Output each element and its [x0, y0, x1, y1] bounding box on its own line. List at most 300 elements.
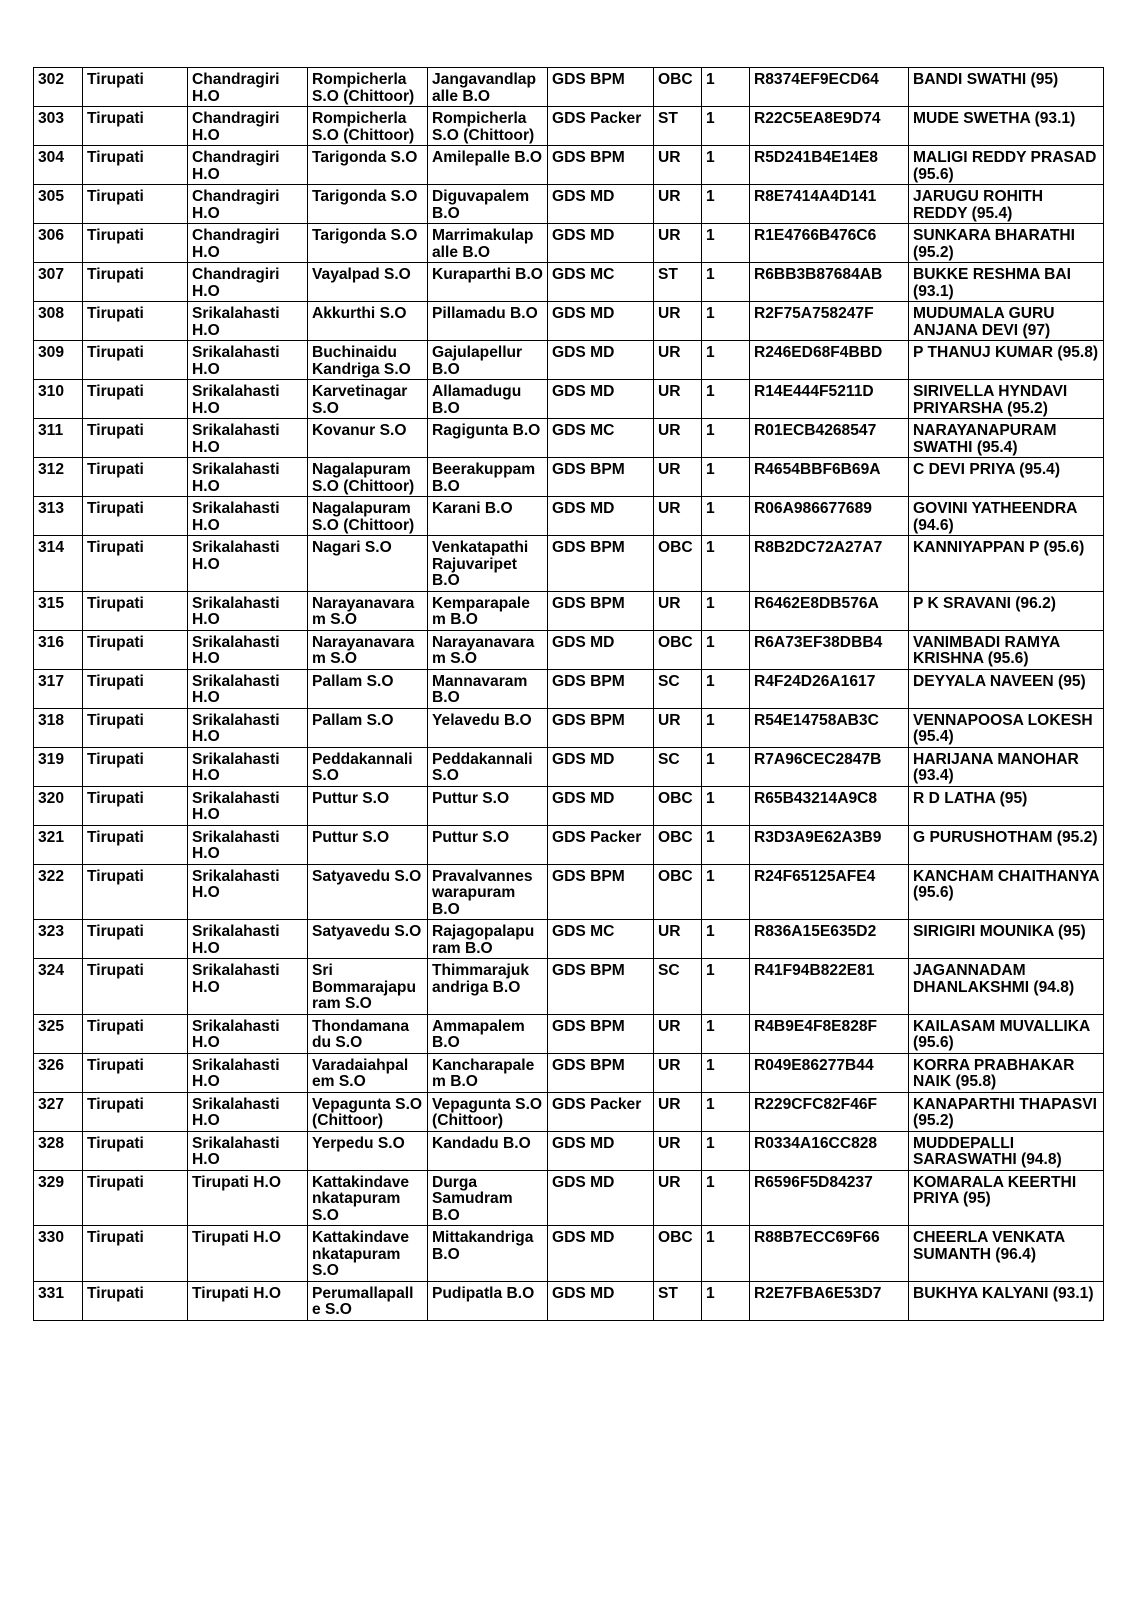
division-cell: Tirupati [83, 263, 188, 302]
registration-no-cell: R0334A16CC828 [750, 1131, 909, 1170]
serial-no-cell: 318 [34, 708, 83, 747]
post-cell: GDS BPM [548, 146, 654, 185]
vacancy-count-cell: 1 [702, 146, 750, 185]
serial-no-cell: 308 [34, 302, 83, 341]
serial-no-cell: 309 [34, 341, 83, 380]
division-cell: Tirupati [83, 747, 188, 786]
vacancy-count-cell: 1 [702, 1014, 750, 1053]
registration-no-cell: R7A96CEC2847B [750, 747, 909, 786]
serial-no-cell: 306 [34, 224, 83, 263]
registration-no-cell: R4F24D26A1617 [750, 669, 909, 708]
post-cell: GDS Packer [548, 825, 654, 864]
vacancy-count-cell: 1 [702, 1131, 750, 1170]
registration-no-cell: R22C5EA8E9D74 [750, 107, 909, 146]
branch-office-cell: Marrimakulap alle B.O [428, 224, 548, 263]
serial-no-cell: 303 [34, 107, 83, 146]
division-cell: Tirupati [83, 146, 188, 185]
category-cell: UR [654, 1092, 702, 1131]
category-cell: UR [654, 302, 702, 341]
division-cell: Tirupati [83, 1131, 188, 1170]
table-row [34, 497, 1104, 536]
registration-no-cell: R8E7414A4D141 [750, 185, 909, 224]
category-cell: UR [654, 1131, 702, 1170]
category-cell: UR [654, 185, 702, 224]
registration-no-cell: R229CFC82F46F [750, 1092, 909, 1131]
vacancy-count-cell: 1 [702, 497, 750, 536]
post-cell: GDS Packer [548, 1092, 654, 1131]
post-cell: GDS MD [548, 1281, 654, 1320]
division-cell: Tirupati [83, 669, 188, 708]
candidate-name-cell: KAILASAM MUVALLIKA (95.6) [909, 1014, 1104, 1053]
serial-no-cell: 313 [34, 497, 83, 536]
branch-office-cell: Ammapalem B.O [428, 1014, 548, 1053]
candidate-name-cell: NARAYANAPURAM SWATHI (95.4) [909, 419, 1104, 458]
table-row [34, 341, 1104, 380]
registration-no-cell: R6462E8DB576A [750, 591, 909, 630]
sub-office-cell: Buchinaidu Kandriga S.O [308, 341, 428, 380]
head-office-cell: Srikalahasti H.O [188, 630, 308, 669]
table-row [34, 1053, 1104, 1092]
division-cell: Tirupati [83, 380, 188, 419]
vacancy-count-cell: 1 [702, 1170, 750, 1226]
serial-no-cell: 311 [34, 419, 83, 458]
sub-office-cell: Sri Bommarajapu ram S.O [308, 959, 428, 1015]
division-cell: Tirupati [83, 708, 188, 747]
serial-no-cell: 328 [34, 1131, 83, 1170]
branch-office-cell: Yelavedu B.O [428, 708, 548, 747]
head-office-cell: Srikalahasti H.O [188, 458, 308, 497]
category-cell: OBC [654, 68, 702, 107]
head-office-cell: Srikalahasti H.O [188, 536, 308, 592]
registration-no-cell: R1E4766B476C6 [750, 224, 909, 263]
candidate-name-cell: SIRIVELLA HYNDAVI PRIYARSHA (95.2) [909, 380, 1104, 419]
head-office-cell: Chandragiri H.O [188, 107, 308, 146]
sub-office-cell: Perumallapall e S.O [308, 1281, 428, 1320]
vacancy-count-cell: 1 [702, 419, 750, 458]
serial-no-cell: 329 [34, 1170, 83, 1226]
branch-office-cell: Pudipatla B.O [428, 1281, 548, 1320]
division-cell: Tirupati [83, 591, 188, 630]
vacancy-count-cell: 1 [702, 341, 750, 380]
candidate-name-cell: HARIJANA MANOHAR (93.4) [909, 747, 1104, 786]
division-cell: Tirupati [83, 825, 188, 864]
post-cell: GDS BPM [548, 959, 654, 1015]
table-row [34, 146, 1104, 185]
post-cell: GDS MD [548, 786, 654, 825]
category-cell: SC [654, 959, 702, 1015]
category-cell: SC [654, 747, 702, 786]
category-cell: ST [654, 263, 702, 302]
category-cell: OBC [654, 825, 702, 864]
sub-office-cell: Karvetinagar S.O [308, 380, 428, 419]
division-cell: Tirupati [83, 864, 188, 920]
candidate-name-cell: MUDE SWETHA (93.1) [909, 107, 1104, 146]
division-cell: Tirupati [83, 68, 188, 107]
division-cell: Tirupati [83, 1170, 188, 1226]
division-cell: Tirupati [83, 1053, 188, 1092]
serial-no-cell: 323 [34, 920, 83, 959]
serial-no-cell: 319 [34, 747, 83, 786]
post-cell: GDS Packer [548, 107, 654, 146]
vacancy-count-cell: 1 [702, 263, 750, 302]
division-cell: Tirupati [83, 1092, 188, 1131]
category-cell: UR [654, 1170, 702, 1226]
branch-office-cell: Beerakuppam B.O [428, 458, 548, 497]
serial-no-cell: 315 [34, 591, 83, 630]
registration-no-cell: R4654BBF6B69A [750, 458, 909, 497]
candidate-name-cell: BUKHYA KALYANI (93.1) [909, 1281, 1104, 1320]
head-office-cell: Srikalahasti H.O [188, 920, 308, 959]
candidate-name-cell: C DEVI PRIYA (95.4) [909, 458, 1104, 497]
post-cell: GDS BPM [548, 458, 654, 497]
division-cell: Tirupati [83, 1014, 188, 1053]
table-row [34, 959, 1104, 1015]
division-cell: Tirupati [83, 458, 188, 497]
sub-office-cell: Rompicherla S.O (Chittoor) [308, 68, 428, 107]
post-cell: GDS BPM [548, 68, 654, 107]
registration-no-cell: R8B2DC72A27A7 [750, 536, 909, 592]
serial-no-cell: 302 [34, 68, 83, 107]
branch-office-cell: Kemparapale m B.O [428, 591, 548, 630]
table-row [34, 825, 1104, 864]
category-cell: ST [654, 1281, 702, 1320]
candidate-name-cell: P K SRAVANI (96.2) [909, 591, 1104, 630]
branch-office-cell: Rompicherla S.O (Chittoor) [428, 107, 548, 146]
category-cell: UR [654, 497, 702, 536]
post-cell: GDS MD [548, 185, 654, 224]
serial-no-cell: 322 [34, 864, 83, 920]
candidate-name-cell: G PURUSHOTHAM (95.2) [909, 825, 1104, 864]
candidate-name-cell: BANDI SWATHI (95) [909, 68, 1104, 107]
branch-office-cell: Kancharapale m B.O [428, 1053, 548, 1092]
division-cell: Tirupati [83, 1226, 188, 1282]
table-row [34, 1281, 1104, 1320]
table-row [34, 747, 1104, 786]
category-cell: OBC [654, 536, 702, 592]
candidate-name-cell: MALIGI REDDY PRASAD (95.6) [909, 146, 1104, 185]
vacancy-count-cell: 1 [702, 630, 750, 669]
division-cell: Tirupati [83, 224, 188, 263]
candidate-name-cell: KORRA PRABHAKAR NAIK (95.8) [909, 1053, 1104, 1092]
vacancy-count-cell: 1 [702, 458, 750, 497]
registration-no-cell: R88B7ECC69F66 [750, 1226, 909, 1282]
head-office-cell: Chandragiri H.O [188, 146, 308, 185]
registration-no-cell: R4B9E4F8E828F [750, 1014, 909, 1053]
branch-office-cell: Allamadugu B.O [428, 380, 548, 419]
serial-no-cell: 321 [34, 825, 83, 864]
serial-no-cell: 304 [34, 146, 83, 185]
branch-office-cell: Diguvapalem B.O [428, 185, 548, 224]
sub-office-cell: Satyavedu S.O [308, 920, 428, 959]
branch-office-cell: Jangavandlap alle B.O [428, 68, 548, 107]
branch-office-cell: Vepagunta S.O (Chittoor) [428, 1092, 548, 1131]
branch-office-cell: Kandadu B.O [428, 1131, 548, 1170]
sub-office-cell: Yerpedu S.O [308, 1131, 428, 1170]
branch-office-cell: Puttur S.O [428, 786, 548, 825]
sub-office-cell: Kattakindave nkatapuram S.O [308, 1170, 428, 1226]
candidate-name-cell: CHEERLA VENKATA SUMANTH (96.4) [909, 1226, 1104, 1282]
post-cell: GDS MD [548, 224, 654, 263]
vacancy-count-cell: 1 [702, 591, 750, 630]
category-cell: ST [654, 107, 702, 146]
branch-office-cell: Peddakannali S.O [428, 747, 548, 786]
table-row [34, 458, 1104, 497]
post-cell: GDS MD [548, 747, 654, 786]
post-cell: GDS MC [548, 920, 654, 959]
head-office-cell: Srikalahasti H.O [188, 591, 308, 630]
table-row [34, 591, 1104, 630]
results-table-body [34, 68, 1104, 1321]
vacancy-count-cell: 1 [702, 68, 750, 107]
sub-office-cell: Varadaiahpal em S.O [308, 1053, 428, 1092]
candidate-name-cell: SUNKARA BHARATHI (95.2) [909, 224, 1104, 263]
vacancy-count-cell: 1 [702, 224, 750, 263]
registration-no-cell: R6BB3B87684AB [750, 263, 909, 302]
candidate-name-cell: MUDUMALA GURU ANJANA DEVI (97) [909, 302, 1104, 341]
serial-no-cell: 317 [34, 669, 83, 708]
vacancy-count-cell: 1 [702, 786, 750, 825]
post-cell: GDS MD [548, 341, 654, 380]
head-office-cell: Srikalahasti H.O [188, 959, 308, 1015]
category-cell: UR [654, 224, 702, 263]
head-office-cell: Chandragiri H.O [188, 224, 308, 263]
division-cell: Tirupati [83, 959, 188, 1015]
registration-no-cell: R246ED68F4BBD [750, 341, 909, 380]
head-office-cell: Srikalahasti H.O [188, 380, 308, 419]
sub-office-cell: Tarigonda S.O [308, 146, 428, 185]
division-cell: Tirupati [83, 1281, 188, 1320]
post-cell: GDS MC [548, 419, 654, 458]
registration-no-cell: R01ECB4268547 [750, 419, 909, 458]
serial-no-cell: 314 [34, 536, 83, 592]
head-office-cell: Srikalahasti H.O [188, 1092, 308, 1131]
vacancy-count-cell: 1 [702, 708, 750, 747]
vacancy-count-cell: 1 [702, 864, 750, 920]
candidate-name-cell: JAGANNADAM DHANLAKSHMI (94.8) [909, 959, 1104, 1015]
branch-office-cell: Venkatapathi Rajuvaripet B.O [428, 536, 548, 592]
sub-office-cell: Vayalpad S.O [308, 263, 428, 302]
vacancy-count-cell: 1 [702, 185, 750, 224]
category-cell: OBC [654, 864, 702, 920]
candidate-name-cell: KANNIYAPPAN P (95.6) [909, 536, 1104, 592]
candidate-name-cell: VENNAPOOSA LOKESH (95.4) [909, 708, 1104, 747]
head-office-cell: Tirupati H.O [188, 1170, 308, 1226]
serial-no-cell: 310 [34, 380, 83, 419]
table-row [34, 68, 1104, 107]
serial-no-cell: 307 [34, 263, 83, 302]
post-cell: GDS BPM [548, 669, 654, 708]
category-cell: UR [654, 419, 702, 458]
table-row [34, 185, 1104, 224]
division-cell: Tirupati [83, 107, 188, 146]
sub-office-cell: Tarigonda S.O [308, 224, 428, 263]
sub-office-cell: Pallam S.O [308, 708, 428, 747]
category-cell: OBC [654, 630, 702, 669]
head-office-cell: Srikalahasti H.O [188, 1131, 308, 1170]
post-cell: GDS MD [548, 302, 654, 341]
table-row [34, 630, 1104, 669]
post-cell: GDS BPM [548, 591, 654, 630]
sub-office-cell: Puttur S.O [308, 825, 428, 864]
division-cell: Tirupati [83, 419, 188, 458]
registration-no-cell: R049E86277B44 [750, 1053, 909, 1092]
serial-no-cell: 305 [34, 185, 83, 224]
sub-office-cell: Rompicherla S.O (Chittoor) [308, 107, 428, 146]
head-office-cell: Srikalahasti H.O [188, 419, 308, 458]
post-cell: GDS BPM [548, 536, 654, 592]
post-cell: GDS MD [548, 380, 654, 419]
table-row [34, 263, 1104, 302]
serial-no-cell: 330 [34, 1226, 83, 1282]
vacancy-count-cell: 1 [702, 1281, 750, 1320]
registration-no-cell: R6A73EF38DBB4 [750, 630, 909, 669]
registration-no-cell: R2F75A758247F [750, 302, 909, 341]
post-cell: GDS BPM [548, 1014, 654, 1053]
sub-office-cell: Pallam S.O [308, 669, 428, 708]
results-table [33, 67, 1104, 1321]
candidate-name-cell: BUKKE RESHMA BAI (93.1) [909, 263, 1104, 302]
branch-office-cell: Amilepalle B.O [428, 146, 548, 185]
sub-office-cell: Kattakindave nkatapuram S.O [308, 1226, 428, 1282]
registration-no-cell: R8374EF9ECD64 [750, 68, 909, 107]
candidate-name-cell: GOVINI YATHEENDRA (94.6) [909, 497, 1104, 536]
candidate-name-cell: R D LATHA (95) [909, 786, 1104, 825]
serial-no-cell: 324 [34, 959, 83, 1015]
category-cell: UR [654, 591, 702, 630]
registration-no-cell: R836A15E635D2 [750, 920, 909, 959]
candidate-name-cell: VANIMBADI RAMYA KRISHNA (95.6) [909, 630, 1104, 669]
category-cell: UR [654, 920, 702, 959]
table-row [34, 1226, 1104, 1282]
candidate-name-cell: KANAPARTHI THAPASVI (95.2) [909, 1092, 1104, 1131]
category-cell: UR [654, 146, 702, 185]
branch-office-cell: Pillamadu B.O [428, 302, 548, 341]
branch-office-cell: Puttur S.O [428, 825, 548, 864]
sub-office-cell: Narayanavara m S.O [308, 591, 428, 630]
post-cell: GDS BPM [548, 708, 654, 747]
sub-office-cell: Thondamana du S.O [308, 1014, 428, 1053]
sub-office-cell: Nagari S.O [308, 536, 428, 592]
division-cell: Tirupati [83, 497, 188, 536]
head-office-cell: Srikalahasti H.O [188, 825, 308, 864]
candidate-name-cell: SIRIGIRI MOUNIKA (95) [909, 920, 1104, 959]
serial-no-cell: 326 [34, 1053, 83, 1092]
sub-office-cell: Puttur S.O [308, 786, 428, 825]
post-cell: GDS MD [548, 497, 654, 536]
registration-no-cell: R6596F5D84237 [750, 1170, 909, 1226]
head-office-cell: Srikalahasti H.O [188, 864, 308, 920]
table-row [34, 107, 1104, 146]
candidate-name-cell: MUDDEPALLI SARASWATHI (94.8) [909, 1131, 1104, 1170]
head-office-cell: Srikalahasti H.O [188, 786, 308, 825]
category-cell: UR [654, 341, 702, 380]
vacancy-count-cell: 1 [702, 959, 750, 1015]
post-cell: GDS MD [548, 1170, 654, 1226]
division-cell: Tirupati [83, 185, 188, 224]
table-row [34, 669, 1104, 708]
table-row [34, 1131, 1104, 1170]
category-cell: UR [654, 1014, 702, 1053]
head-office-cell: Srikalahasti H.O [188, 708, 308, 747]
registration-no-cell: R14E444F5211D [750, 380, 909, 419]
sub-office-cell: Peddakannali S.O [308, 747, 428, 786]
head-office-cell: Srikalahasti H.O [188, 341, 308, 380]
post-cell: GDS MC [548, 263, 654, 302]
table-row [34, 224, 1104, 263]
candidate-name-cell: P THANUJ KUMAR (95.8) [909, 341, 1104, 380]
serial-no-cell: 325 [34, 1014, 83, 1053]
sub-office-cell: Tarigonda S.O [308, 185, 428, 224]
branch-office-cell: Rajagopalapu ram B.O [428, 920, 548, 959]
head-office-cell: Tirupati H.O [188, 1281, 308, 1320]
vacancy-count-cell: 1 [702, 1092, 750, 1131]
registration-no-cell: R41F94B822E81 [750, 959, 909, 1015]
table-row [34, 419, 1104, 458]
registration-no-cell: R2E7FBA6E53D7 [750, 1281, 909, 1320]
sub-office-cell: Narayanavara m S.O [308, 630, 428, 669]
head-office-cell: Srikalahasti H.O [188, 497, 308, 536]
sub-office-cell: Nagalapuram S.O (Chittoor) [308, 458, 428, 497]
vacancy-count-cell: 1 [702, 825, 750, 864]
category-cell: OBC [654, 1226, 702, 1282]
table-row [34, 920, 1104, 959]
candidate-name-cell: KOMARALA KEERTHI PRIYA (95) [909, 1170, 1104, 1226]
serial-no-cell: 312 [34, 458, 83, 497]
vacancy-count-cell: 1 [702, 1226, 750, 1282]
vacancy-count-cell: 1 [702, 380, 750, 419]
category-cell: SC [654, 669, 702, 708]
table-row [34, 786, 1104, 825]
category-cell: UR [654, 708, 702, 747]
vacancy-count-cell: 1 [702, 669, 750, 708]
sub-office-cell: Kovanur S.O [308, 419, 428, 458]
category-cell: OBC [654, 786, 702, 825]
registration-no-cell: R3D3A9E62A3B9 [750, 825, 909, 864]
registration-no-cell: R5D241B4E14E8 [750, 146, 909, 185]
post-cell: GDS MD [548, 1226, 654, 1282]
registration-no-cell: R24F65125AFE4 [750, 864, 909, 920]
post-cell: GDS MD [548, 630, 654, 669]
branch-office-cell: Kuraparthi B.O [428, 263, 548, 302]
branch-office-cell: Mannavaram B.O [428, 669, 548, 708]
branch-office-cell: Gajulapellur B.O [428, 341, 548, 380]
vacancy-count-cell: 1 [702, 302, 750, 341]
head-office-cell: Srikalahasti H.O [188, 302, 308, 341]
table-row [34, 302, 1104, 341]
sub-office-cell: Akkurthi S.O [308, 302, 428, 341]
sub-office-cell: Satyavedu S.O [308, 864, 428, 920]
head-office-cell: Srikalahasti H.O [188, 747, 308, 786]
division-cell: Tirupati [83, 341, 188, 380]
table-row [34, 708, 1104, 747]
category-cell: UR [654, 1053, 702, 1092]
table-row [34, 1170, 1104, 1226]
vacancy-count-cell: 1 [702, 1053, 750, 1092]
table-row [34, 380, 1104, 419]
category-cell: UR [654, 380, 702, 419]
branch-office-cell: Narayanavara m S.O [428, 630, 548, 669]
head-office-cell: Chandragiri H.O [188, 68, 308, 107]
vacancy-count-cell: 1 [702, 107, 750, 146]
post-cell: GDS BPM [548, 1053, 654, 1092]
serial-no-cell: 316 [34, 630, 83, 669]
candidate-name-cell: JARUGU ROHITH REDDY (95.4) [909, 185, 1104, 224]
post-cell: GDS MD [548, 1131, 654, 1170]
registration-no-cell: R54E14758AB3C [750, 708, 909, 747]
table-row [34, 536, 1104, 592]
division-cell: Tirupati [83, 630, 188, 669]
category-cell: UR [654, 458, 702, 497]
